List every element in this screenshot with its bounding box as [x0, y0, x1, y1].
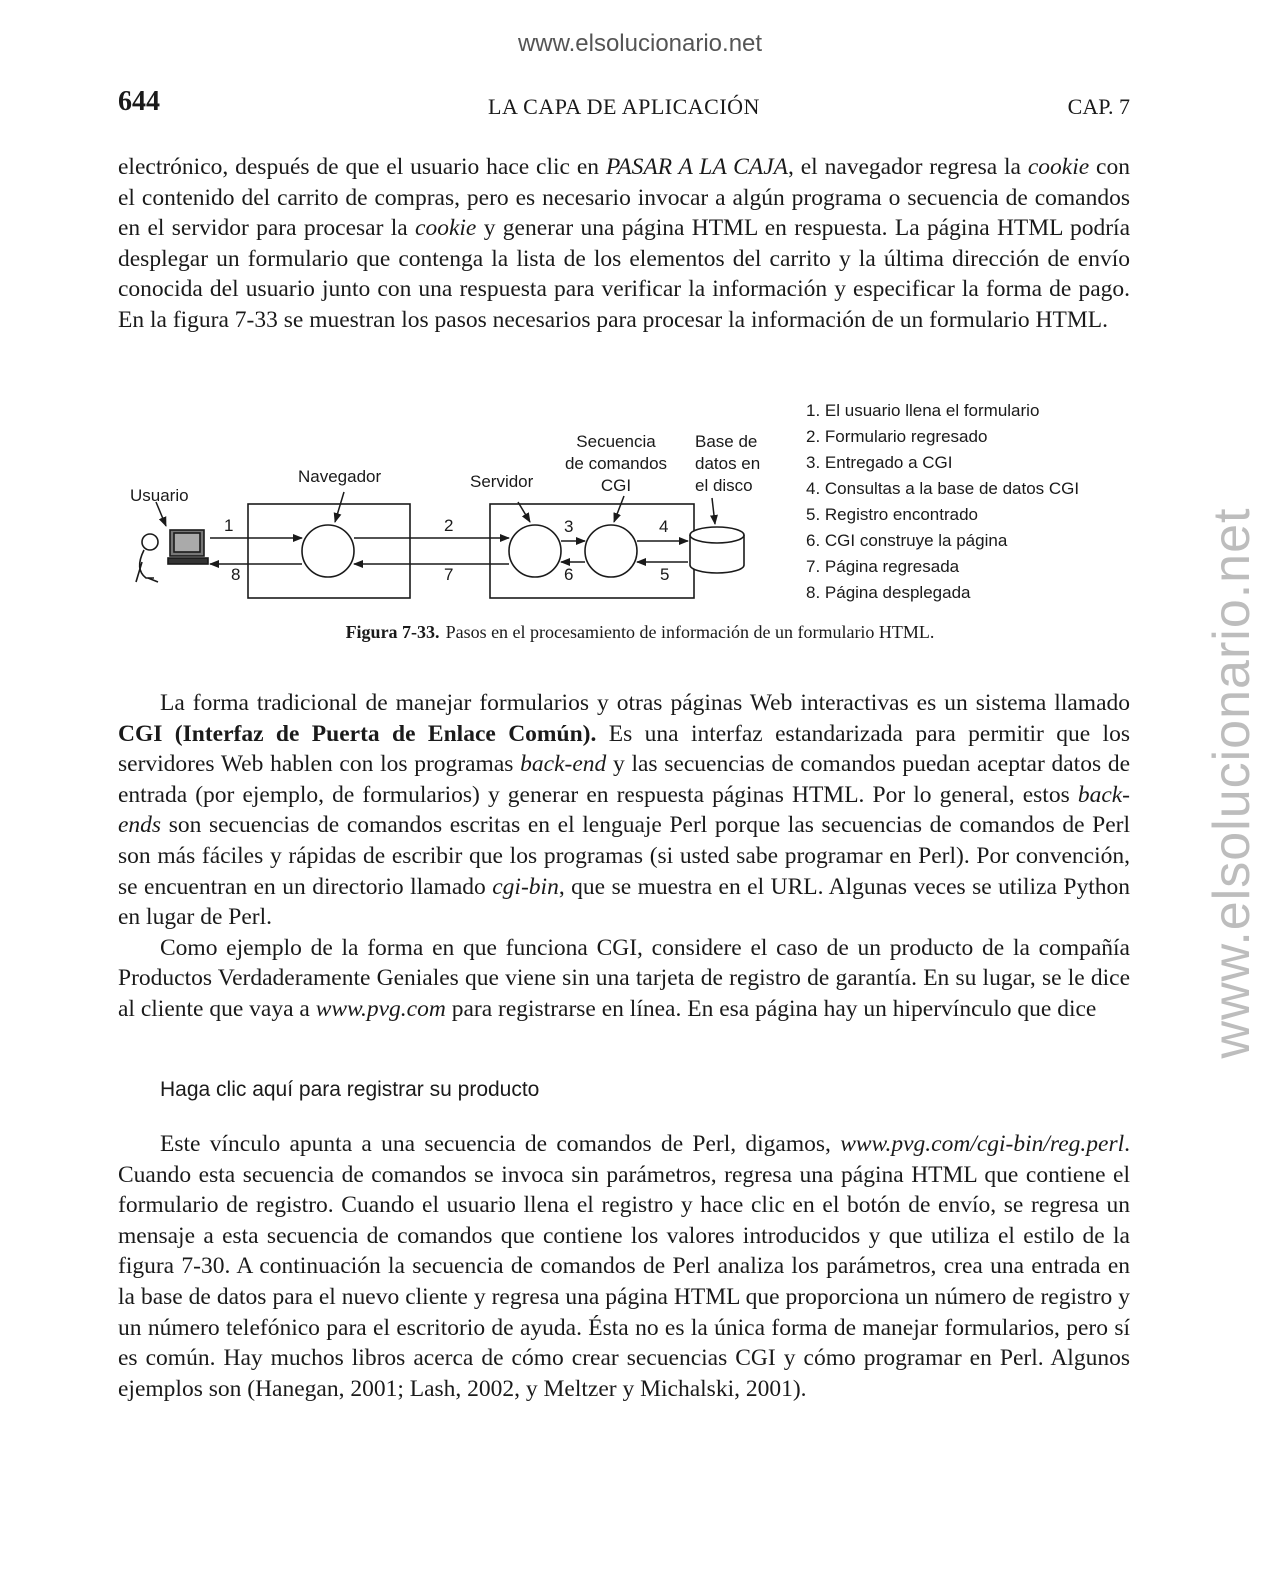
servidor-process — [509, 525, 561, 577]
p2-bold-cgi: CGI (Interfaz de Puerta de Enlace Común). — [118, 720, 597, 747]
running-title: LA CAPA DE APLICACIÓN — [488, 94, 760, 119]
watermark-top: www.elsolucionario.net — [517, 30, 763, 57]
caption-text: Pasos en el procesamiento de información de un formulario HTML. — [445, 622, 935, 642]
page-number: 644 — [118, 86, 160, 117]
label-servidor: Servidor — [470, 472, 534, 491]
chapter-label: CAP. 7 — [1067, 94, 1130, 119]
p2-italic-cgi-bin: cgi-bin — [492, 873, 559, 900]
database-icon — [690, 527, 744, 573]
arrow-num-7: 7 — [444, 565, 454, 584]
arrow-num-3: 3 — [564, 517, 574, 536]
step-7: 7. Página regresada — [806, 557, 960, 576]
cgi-pointer — [614, 496, 624, 522]
p1-text-2: , el navegador regresa la — [787, 154, 1028, 180]
step-6: 6. CGI construye la página — [806, 531, 1008, 550]
paragraph-2-3 — [118, 688, 1130, 1025]
p4-italic-url: www.pvg.com/cgi-bin/reg.perl — [840, 1131, 1125, 1157]
paragraph-2 — [118, 688, 1130, 933]
arrow-num-4: 4 — [659, 517, 669, 536]
paragraph-4 — [118, 1129, 1130, 1404]
p4-text-1: Este vínculo apunta a una secuencia de comandos de Perl, digamos, — [160, 1131, 841, 1157]
p1-italic-pasar-caja: PASAR A LA CAJA — [605, 154, 788, 180]
hyperlink-example: Haga clic aquí para registrar su producto — [160, 1078, 540, 1101]
p2-text-5: , que se muestra en el URL. Algunas veces se utiliza Python en lugar de Perl. — [118, 873, 1130, 931]
p2-text-4: son secuencias de comandos escritas en el lenguaje Perl porque las secuencias de comandos de Perl son más fáciles y rápidas de escribir que los programas (si usted sabe programar en Perl). Por convención, se encuentran en un directorio llamado — [118, 812, 1130, 900]
p2-italic-back-end: back-end — [520, 751, 607, 778]
arrow-num-6: 6 — [564, 565, 574, 584]
navegador-process — [302, 525, 354, 577]
p2-text-1: La forma tradicional de manejar formularios y otras páginas Web interactivas es un sistema llamado — [160, 690, 1130, 716]
p2-italic-back-ends: back-ends — [118, 781, 1130, 839]
figure-caption — [0, 622, 1280, 643]
p2-text-3: y las secuencias de comandos puedan aceptar datos de entrada (por ejemplo, de formularios) y generar en respuesta páginas HTML. Por lo general, estos — [118, 751, 1130, 808]
caption-label: Figura 7-33. — [345, 622, 440, 642]
label-cgi-line1: Secuencia — [576, 432, 656, 451]
db-pointer — [712, 498, 715, 524]
p3-text-2: para registrarse en línea. En esa página hay un hipervínculo que dice — [445, 995, 1097, 1022]
figure-7-33 — [118, 392, 1130, 612]
cgi-process — [585, 525, 637, 577]
p3-text-1: Como ejemplo de la forma en que funciona CGI, considere el caso de un producto de la compañía Productos Verdaderamente Geniales que viene sin una tarjeta de registro de garantía. En su lugar, se le dice al cliente que vaya a — [118, 934, 1130, 1022]
label-usuario: Usuario — [130, 486, 189, 505]
arrow-num-1: 1 — [224, 516, 234, 535]
navegador-pointer — [335, 492, 344, 522]
watermark-side: www.elsolucionario.net — [1203, 507, 1261, 1059]
p1-text-3: con el contenido del carrito de compras, pero es necesario invocar a algún programa o secuencia de comandos en el servidor para procesar la — [118, 154, 1130, 242]
arrow-num-5: 5 — [660, 565, 670, 584]
label-db-line2: datos en — [695, 454, 761, 473]
user-icon — [136, 530, 208, 582]
p3-italic-url: www.pvg.com — [315, 995, 446, 1022]
step-5: 5. Registro encontrado — [806, 505, 978, 524]
cgi-flow-diagram — [118, 392, 1130, 612]
usuario-pointer — [156, 502, 166, 526]
paragraph-1 — [118, 152, 1130, 336]
navegador-box — [248, 504, 410, 598]
step-1: 1. El usuario llena el formulario — [806, 401, 1040, 420]
arrow-num-2: 2 — [444, 516, 454, 535]
label-navegador: Navegador — [298, 467, 382, 486]
label-cgi-line2: de comandos — [564, 454, 668, 473]
paragraph-3 — [118, 933, 1130, 1025]
p1-text-1: electrónico, después de que el usuario hace clic en — [118, 154, 606, 180]
step-4: 4. Consultas a la base de datos CGI — [806, 479, 1080, 498]
label-cgi-line3: CGI — [600, 476, 632, 495]
step-8: 8. Página desplegada — [806, 583, 971, 602]
p1-text-4: y generar una página HTML en respuesta. La página HTML podría desplegar un formulario que contenga la lista de los elementos del carrito y la última dirección de envío conocida del usuario junto con una respuesta para verificar la información y especificar la forma de pago. En la figura 7-33 se muestran los pasos necesarios para procesar la información de un formulario HTML. — [118, 215, 1130, 333]
label-db-line1: Base de — [695, 432, 758, 451]
step-2: 2. Formulario regresado — [806, 427, 988, 446]
p2-text-2: Es una interfaz estandarizada para permitir que los servidores Web hablen con los programas — [118, 720, 1130, 778]
p1-italic-cookie-2: cookie — [415, 215, 477, 242]
p4-text-2: . Cuando esta secuencia de comandos se invoca sin parámetros, regresa una página HTML que contiene el formulario de registro. Cuando el usuario llena el registro y hace clic en el botón de envío, se regresa un mensaje a esta secuencia de comandos que contiene los valores introducidos y que utiliza el estilo de la figura 7-30. A continuación la secuencia de comandos de Perl analiza los parámetros, crea una entrada en la base de datos para el nuevo cliente y regresa una página HTML que proporciona un número de registro y un número telefónico para el escritorio de ayuda. Ésta no es la única forma de manejar formularios, pero sí es común. Hay muchos libros acerca de cómo crear secuencias CGI y cómo programar en Perl. Algunos ejemplos son (Hanegan, 2001; Lash, 2002, y Meltzer y Michalski, 2001). — [118, 1131, 1130, 1402]
p1-italic-cookie-1: cookie — [1027, 154, 1090, 180]
page-header — [118, 86, 1130, 122]
arrow-num-8: 8 — [231, 565, 241, 584]
servidor-pointer — [518, 502, 530, 522]
label-db-line3: el disco — [695, 476, 753, 495]
step-3: 3. Entregado a CGI — [806, 453, 953, 472]
